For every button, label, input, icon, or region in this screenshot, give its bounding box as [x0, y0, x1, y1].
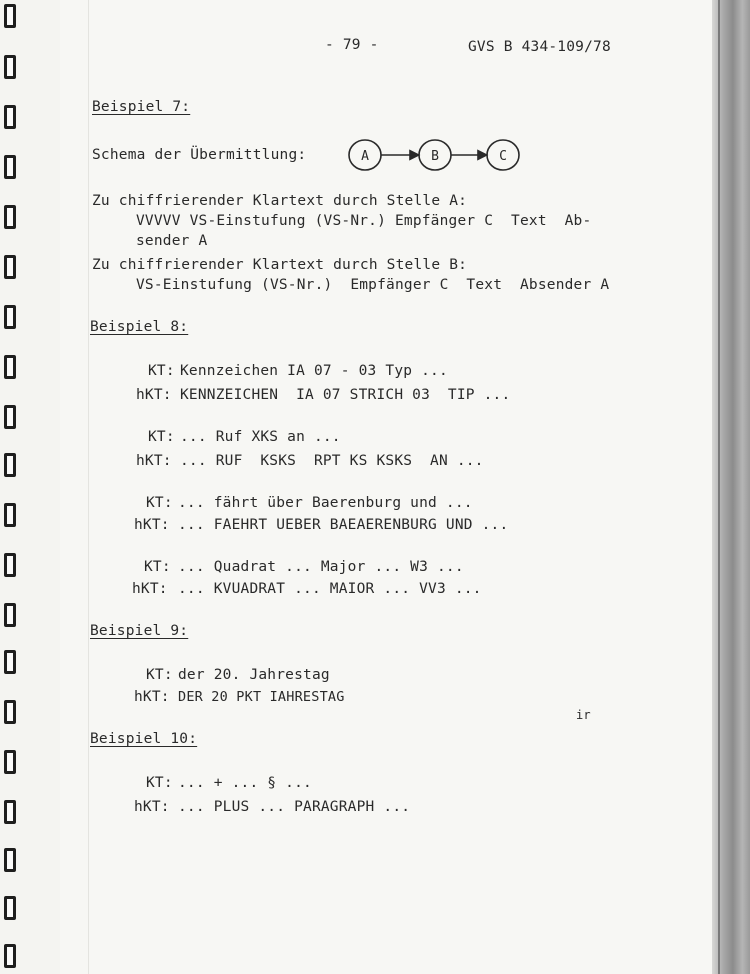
section-heading: Beispiel 8: — [90, 319, 189, 335]
hkt-text: ... FAEHRT UEBER BAEAERENBURG UND ... — [178, 517, 509, 533]
node-c-label: C — [499, 149, 507, 164]
body-line: sender A — [136, 233, 208, 249]
hkt-text: ... RUF KSKS RPT KS KSKS AN ... — [180, 453, 484, 469]
kt-label: KT: — [146, 667, 173, 683]
punch-hole — [4, 503, 16, 527]
hkt-label: hKT: — [134, 689, 170, 705]
body-line: Zu chiffrierender Klartext durch Stelle A: — [92, 193, 468, 209]
hkt-label: hKT: — [136, 387, 172, 403]
punch-hole — [4, 750, 16, 774]
kt-label: KT: — [146, 775, 173, 791]
punch-hole — [4, 305, 16, 329]
hkt-label: hKT: — [136, 453, 172, 469]
kt-text: Kennzeichen IA 07 - 03 Typ ... — [180, 363, 448, 379]
punch-hole — [4, 55, 16, 79]
kt-text: ... + ... § ... — [178, 775, 312, 791]
punch-hole — [4, 650, 16, 674]
kt-text: der 20. Jahrestag — [178, 667, 330, 683]
page-number: - 79 - — [325, 37, 379, 53]
kt-label: KT: — [144, 559, 171, 575]
hkt-label: hKT: — [134, 799, 170, 815]
punch-hole — [4, 848, 16, 872]
kt-label: KT: — [148, 429, 175, 445]
punch-hole — [4, 155, 16, 179]
body-line: VVVVV VS-Einstufung (VS-Nr.) Empfänger C Text Ab- — [136, 213, 592, 229]
hkt-text: KENNZEICHEN IA 07 STRICH 03 TIP ... — [180, 387, 511, 403]
hkt-label: hKT: — [132, 581, 168, 597]
page-edge-shadow — [712, 0, 750, 974]
punch-hole — [4, 700, 16, 724]
punch-hole — [4, 603, 16, 627]
kt-label: KT: — [146, 495, 173, 511]
punch-hole — [4, 105, 16, 129]
margin-mark: ir — [576, 708, 591, 722]
body-line: Zu chiffrierender Klartext durch Stelle B: — [92, 257, 468, 273]
classification-mark: GVS B 434-109/78 — [468, 39, 611, 55]
section-heading: Beispiel 7: — [92, 99, 191, 115]
punch-hole — [4, 553, 16, 577]
section-heading: Beispiel 9: — [90, 623, 189, 639]
kt-label: KT: — [148, 363, 175, 379]
scheme-label: Schema der Übermittlung: — [92, 147, 307, 163]
hkt-text: ... PLUS ... PARAGRAPH ... — [178, 799, 411, 815]
punch-hole — [4, 944, 16, 968]
node-a-label: A — [361, 149, 369, 164]
punch-hole — [4, 896, 16, 920]
punch-hole — [4, 255, 16, 279]
kt-text: ... fährt über Baerenburg und ... — [178, 495, 473, 511]
kt-text: ... Quadrat ... Major ... W3 ... — [178, 559, 464, 575]
node-b-label: B — [431, 149, 439, 164]
punch-hole — [4, 4, 16, 28]
binding-strip — [0, 0, 60, 974]
transmission-scheme-diagram — [345, 136, 525, 176]
hkt-label: hKT: — [134, 517, 170, 533]
kt-text: ... Ruf XKS an ... — [180, 429, 341, 445]
section-heading: Beispiel 10: — [90, 731, 198, 747]
punch-hole — [4, 453, 16, 477]
punch-hole — [4, 355, 16, 379]
margin-line — [88, 0, 89, 974]
punch-hole — [4, 800, 16, 824]
punch-hole — [4, 405, 16, 429]
hkt-text: DER 20 PKT IAHRESTAG — [178, 689, 345, 705]
body-line: VS-Einstufung (VS-Nr.) Empfänger C Text Absender A — [136, 277, 610, 293]
hkt-text: ... KVUADRAT ... MAIOR ... VV3 ... — [178, 581, 482, 597]
punch-hole — [4, 205, 16, 229]
